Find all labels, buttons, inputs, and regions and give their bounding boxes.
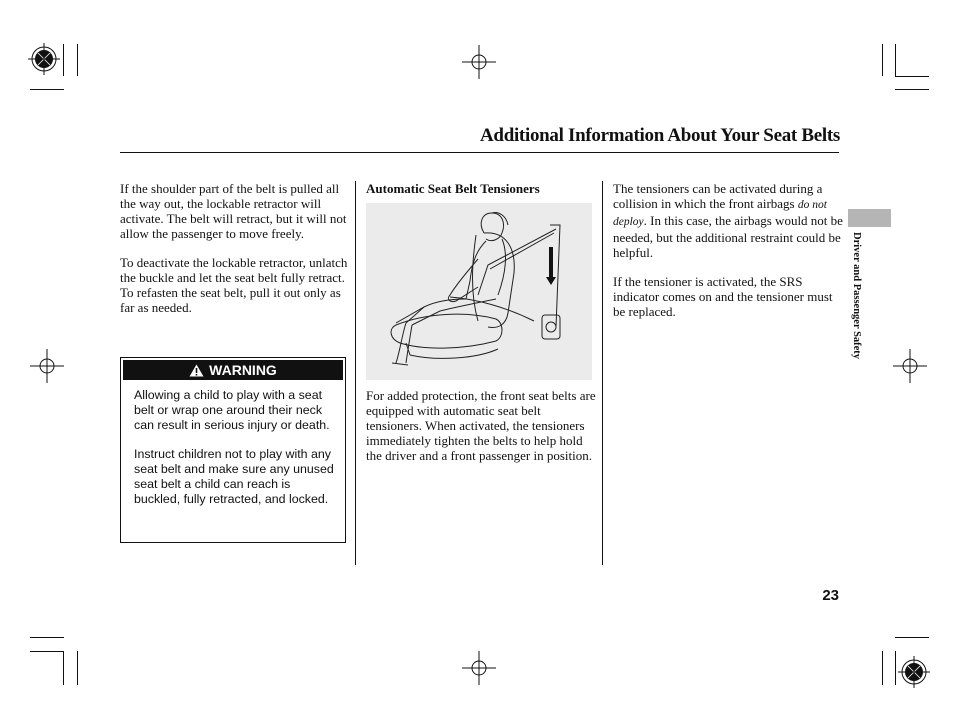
header-rule bbox=[120, 152, 839, 153]
text-run: . In this case, the airbags would not be needed, but the additional restraint could be helpful. bbox=[613, 213, 843, 260]
registration-target-icon bbox=[28, 43, 60, 75]
section-label-text: Driver and Passenger Safety bbox=[851, 232, 862, 360]
body-paragraph: For added protection, the front seat belts are equipped with automatic seat belt tensioners. When activated, the tensioners immediately tighten the belts to help hold the driver and a front passenger in position. bbox=[366, 388, 596, 463]
crosshair-icon bbox=[893, 349, 927, 383]
italic-text: do not deploy bbox=[613, 199, 827, 228]
page-number: 23 bbox=[822, 587, 839, 604]
warning-label: WARNING bbox=[209, 362, 277, 378]
section-label bbox=[848, 232, 862, 392]
warning-header bbox=[123, 360, 343, 380]
column-divider bbox=[602, 181, 603, 565]
warning-box bbox=[120, 357, 346, 543]
column-divider bbox=[355, 181, 356, 565]
warning-body bbox=[134, 388, 339, 522]
crosshair-icon bbox=[462, 651, 496, 685]
right-column bbox=[613, 181, 843, 333]
arrow-down-icon bbox=[546, 247, 556, 285]
page-title: Additional Information About Your Seat Belts bbox=[480, 125, 840, 146]
registration-target-icon bbox=[898, 656, 930, 688]
crosshair-icon bbox=[30, 349, 64, 383]
body-paragraph bbox=[613, 181, 843, 260]
body-paragraph: If the tensioner is activated, the SRS indicator comes on and the tensioner must be replaced. bbox=[613, 274, 833, 319]
seat-belt-tensioner-illustration bbox=[366, 203, 592, 380]
warning-triangle-icon bbox=[189, 364, 204, 377]
crosshair-icon bbox=[462, 45, 496, 79]
body-paragraph: To deactivate the lockable retractor, unlatch the buckle and let the seat belt fully retract. To refasten the seat belt, pull it out only as far as needed. bbox=[120, 255, 348, 315]
warning-paragraph: Instruct children not to play with any seat belt and make sure any unused seat belt a child can reach is buckled, fully retracted, and locked. bbox=[134, 447, 334, 506]
section-heading: Automatic Seat Belt Tensioners bbox=[366, 181, 540, 196]
seated-passenger-illustration bbox=[366, 203, 592, 380]
text-run: The tensioners can be activated during a collision in which the front airbags bbox=[613, 181, 823, 211]
body-paragraph: If the shoulder part of the belt is pulled all the way out, the lockable retractor will activate. The belt will retract, but it will not allow the passenger to move freely. bbox=[120, 181, 347, 241]
middle-column-body bbox=[366, 388, 598, 477]
left-column bbox=[120, 181, 348, 329]
section-tab bbox=[848, 209, 891, 227]
warning-paragraph: Allowing a child to play with a seat belt or wrap one around their neck can result in serious injury or death. bbox=[134, 388, 330, 432]
